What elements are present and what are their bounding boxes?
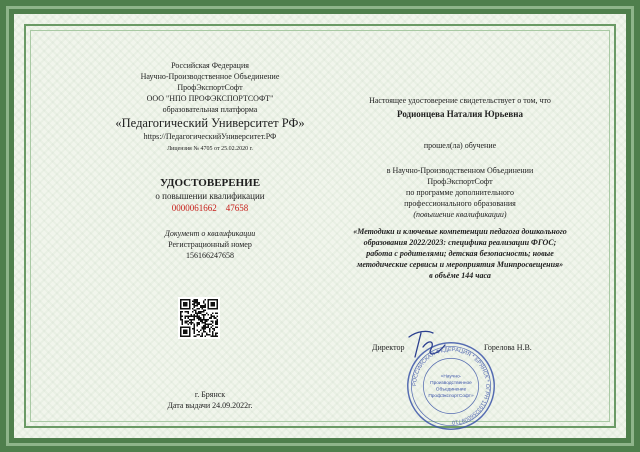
program-line: «Методики и ключевые компетенции педагога дошкольного xyxy=(353,227,567,236)
program-line: работа с родителями; детская безопасность; новые xyxy=(366,249,554,258)
org-line: профессионального образования xyxy=(404,199,516,208)
issuer-line: ООО "НПО ПРОФЭКСПОРТСОФТ" xyxy=(146,94,274,103)
seal-ring-text: РОССИЙСКАЯ ФЕДЕРАЦИЯ * БРЯНСК * ОГРН 1193256009710 xyxy=(411,347,490,425)
program-hours: в объёме 144 часа xyxy=(429,271,491,280)
registration-number: 156166247658 xyxy=(186,251,234,260)
seal-center-line: Производственное xyxy=(430,381,472,387)
org-line: по программе дополнительного xyxy=(406,188,514,197)
platform-url: https://ПедагогическийУниверситет.РФ xyxy=(143,132,277,141)
seal-center-line: «Научно- xyxy=(440,374,462,380)
issuer-line: Российская Федерация xyxy=(171,61,249,70)
qualification-type: (повышение квалификации) xyxy=(413,210,507,219)
director-name: Горелова Н.В. xyxy=(484,343,532,352)
issuer-line: ПрофЭкспортСофт xyxy=(177,83,243,92)
qr-finder-pattern xyxy=(180,326,191,337)
right-column xyxy=(330,95,590,281)
issuer-line: Научно-Производственное Объединение xyxy=(140,72,280,81)
program-line: образования 2022/2023: специфика реализации ФГОС; xyxy=(363,238,557,247)
seal-center-line: ПрофЭкспортСофт» xyxy=(428,394,474,400)
intro-text: Настоящее удостоверение свидетельствует о том, что xyxy=(369,96,551,105)
handwritten-signature xyxy=(405,327,450,362)
issuer-line: образовательная платформа xyxy=(162,105,258,114)
document-subtitle: о повышении квалификации xyxy=(155,191,265,201)
recipient-name: Родионцева Наталия Юрьевна xyxy=(397,109,523,119)
org-line: ПрофЭкспортСофт xyxy=(427,177,493,186)
license-line: Лицензия № 4705 от 25.02.2020 г. xyxy=(167,146,253,152)
platform-name: «Педагогический Университет РФ» xyxy=(115,116,305,130)
registration-label: Регистрационный номер xyxy=(168,240,252,249)
director-label: Директор xyxy=(372,343,405,352)
passed-training: прошел(ла) обучение xyxy=(423,141,497,150)
issue-city: г. Брянск xyxy=(194,390,226,399)
left-column xyxy=(95,60,325,261)
qr-code xyxy=(178,297,220,339)
qualification-doc-label: Документ о квалификации xyxy=(164,229,256,238)
seal-center-line: Объединение xyxy=(435,387,467,393)
qr-finder-pattern xyxy=(207,299,218,310)
program-line: методические сервисы и мероприятия Минпросвещения» xyxy=(356,260,564,269)
org-line: в Научно-Производственном Объединении xyxy=(386,166,534,175)
qr-finder-pattern xyxy=(180,299,191,310)
document-title: УДОСТОВЕРЕНИЕ xyxy=(159,177,261,189)
issue-date: Дата выдачи 24.09.2022г. xyxy=(167,401,253,410)
document-number: 0000061662 47658 xyxy=(171,203,249,213)
issue-info xyxy=(95,389,325,411)
